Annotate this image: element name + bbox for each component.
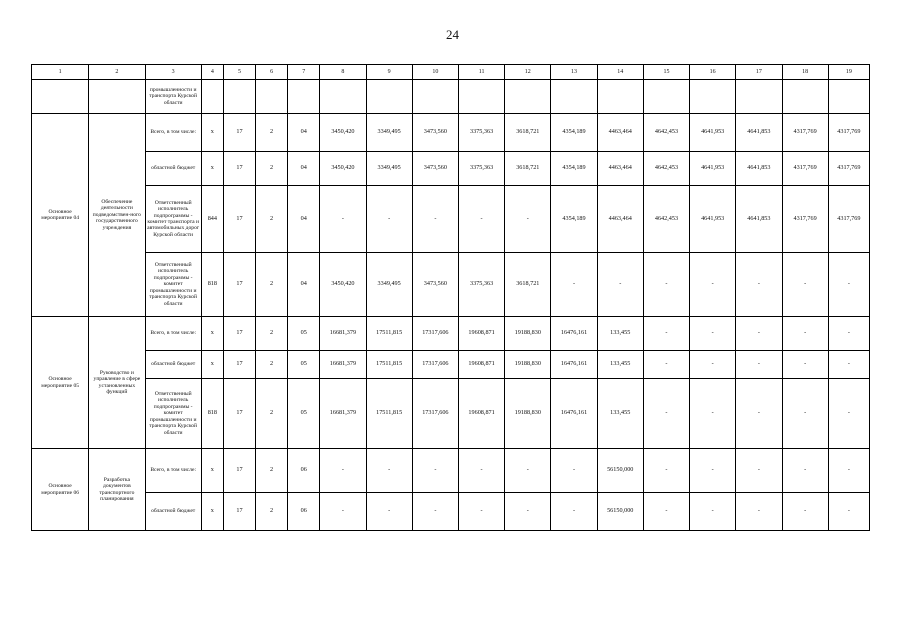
value-cell: 2 [256,253,288,317]
value-cell: - [690,317,736,351]
value-cell: 17 [223,114,255,152]
value-cell: 16476,161 [551,317,597,351]
table-row [32,253,870,317]
column-header: 12 [505,65,551,80]
value-cell: 2 [256,317,288,351]
value-cell: 133,455 [597,351,643,379]
row-label: областной бюджет [145,351,201,379]
table-row [32,317,870,351]
value-cell: 2 [256,152,288,186]
value-cell: 4463,464 [597,114,643,152]
column-header: 4 [201,65,223,80]
value-cell [256,80,288,114]
value-cell: - [736,351,782,379]
value-cell: 3375,363 [458,152,504,186]
value-cell: 4317,769 [782,114,828,152]
value-cell: 4317,769 [828,152,869,186]
value-cell: 19608,871 [458,317,504,351]
value-cell: 17 [223,253,255,317]
value-cell: - [551,449,597,493]
value-cell: 2 [256,351,288,379]
table-row [32,152,870,186]
column-header: 17 [736,65,782,80]
value-cell [551,80,597,114]
event-name-cell: Обеспечение деятельности подведомствен-ного государственного учреждения [89,114,145,317]
column-header: 18 [782,65,828,80]
value-cell: - [828,449,869,493]
value-cell: 56150,000 [597,493,643,531]
value-cell: 05 [288,351,320,379]
value-cell: - [643,379,689,449]
value-cell: - [366,186,412,253]
value-cell: - [736,449,782,493]
value-cell [458,80,504,114]
column-header: 8 [320,65,366,80]
value-cell: 56150,000 [597,449,643,493]
value-cell: 4642,453 [643,186,689,253]
column-header: 19 [828,65,869,80]
value-cell: - [643,317,689,351]
value-cell [782,80,828,114]
column-header: 10 [412,65,458,80]
value-cell: - [690,493,736,531]
event-name-cell: Разработка документов транспортного планирования [89,449,145,531]
value-cell: 4641,953 [690,186,736,253]
value-cell: 17 [223,493,255,531]
value-cell: - [782,449,828,493]
value-cell: 17 [223,317,255,351]
value-cell: - [505,449,551,493]
row-label: областной бюджет [145,152,201,186]
value-cell: 4317,769 [782,186,828,253]
value-cell: - [736,379,782,449]
value-cell: 2 [256,114,288,152]
value-cell: 2 [256,379,288,449]
value-cell: 4463,464 [597,152,643,186]
value-cell: х [201,152,223,186]
row-label: Ответственный исполнитель подпрограммы - комитет промышленности и транспорта Курской области [145,379,201,449]
value-cell: 17511,815 [366,351,412,379]
table-row [32,186,870,253]
value-cell: 3450,420 [320,253,366,317]
value-cell [223,80,255,114]
value-cell: - [458,186,504,253]
value-cell: - [782,379,828,449]
value-cell: 17 [223,186,255,253]
value-cell: 4642,453 [643,152,689,186]
value-cell [643,80,689,114]
event-name-cell: Руководство и управление в сфере установленных функций [89,317,145,449]
value-cell: 16681,379 [320,317,366,351]
value-cell: х [201,351,223,379]
value-cell: 3349,495 [366,114,412,152]
value-cell: 4317,769 [782,152,828,186]
value-cell: 3618,721 [505,114,551,152]
value-cell [828,80,869,114]
table-row [32,351,870,379]
value-cell: х [201,449,223,493]
column-header: 2 [89,65,145,80]
value-cell: - [320,186,366,253]
value-cell: 3473,560 [412,114,458,152]
value-cell: - [782,317,828,351]
value-cell: - [643,493,689,531]
value-cell: 3375,363 [458,114,504,152]
value-cell: 05 [288,379,320,449]
value-cell: - [458,449,504,493]
value-cell: - [597,253,643,317]
value-cell: - [366,493,412,531]
value-cell: 3618,721 [505,253,551,317]
row-label: Ответственный исполнитель подпрограммы - комитет промышленности и транспорта Курской области [145,253,201,317]
continuation-row [32,80,870,114]
column-header: 15 [643,65,689,80]
value-cell: - [320,449,366,493]
value-cell: 17 [223,449,255,493]
budget-table [31,64,870,531]
value-cell: - [690,379,736,449]
value-cell [366,80,412,114]
table-row [32,379,870,449]
value-cell: 3473,560 [412,152,458,186]
column-header: 1 [32,65,89,80]
value-cell: - [643,351,689,379]
column-header: 16 [690,65,736,80]
value-cell: 818 [201,379,223,449]
value-cell: х [201,493,223,531]
value-cell: 3473,560 [412,253,458,317]
value-cell: 19188,830 [505,379,551,449]
value-cell: 04 [288,152,320,186]
value-cell: - [366,449,412,493]
value-cell: 3375,363 [458,253,504,317]
value-cell [690,80,736,114]
value-cell [201,80,223,114]
value-cell: 4317,769 [828,186,869,253]
value-cell: 4641,953 [690,114,736,152]
value-cell: - [412,186,458,253]
value-cell: - [690,351,736,379]
table-row [32,493,870,531]
value-cell: - [412,493,458,531]
value-cell: 2 [256,449,288,493]
value-cell: - [690,449,736,493]
value-cell: 06 [288,449,320,493]
value-cell: - [643,253,689,317]
value-cell: 19608,871 [458,379,504,449]
value-cell: 17317,606 [412,317,458,351]
value-cell [320,80,366,114]
value-cell: х [201,317,223,351]
value-cell: 3349,495 [366,152,412,186]
value-cell: 818 [201,253,223,317]
value-cell: 16476,161 [551,351,597,379]
empty-cell [32,80,89,114]
value-cell: - [828,379,869,449]
value-cell [505,80,551,114]
value-cell: 3349,495 [366,253,412,317]
column-header: 3 [145,65,201,80]
value-cell: 133,455 [597,317,643,351]
column-header: 14 [597,65,643,80]
value-cell: 3618,721 [505,152,551,186]
row-label: Всего, в том числе: [145,317,201,351]
value-cell: 4463,464 [597,186,643,253]
table-row [32,114,870,152]
value-cell: 2 [256,493,288,531]
event-number-cell: Основное мероприятие 04 [32,114,89,317]
value-cell [736,80,782,114]
value-cell: 4641,853 [736,114,782,152]
value-cell: 4354,189 [551,114,597,152]
value-cell [412,80,458,114]
value-cell: 19188,830 [505,351,551,379]
value-cell: 16476,161 [551,379,597,449]
value-cell: - [828,253,869,317]
column-header: 6 [256,65,288,80]
value-cell: х [201,114,223,152]
value-cell: 3450,420 [320,114,366,152]
value-cell: - [551,253,597,317]
value-cell: 17511,815 [366,317,412,351]
column-header: 13 [551,65,597,80]
header-row [32,65,870,80]
value-cell: 133,455 [597,379,643,449]
value-cell: - [412,449,458,493]
value-cell: 17 [223,152,255,186]
value-cell: 3450,420 [320,152,366,186]
value-cell: 16681,379 [320,351,366,379]
column-header: 9 [366,65,412,80]
value-cell: 4317,769 [828,114,869,152]
page-number: 24 [446,27,459,42]
value-cell: 4354,189 [551,152,597,186]
value-cell: 05 [288,317,320,351]
event-number-cell: Основное мероприятие 06 [32,449,89,531]
column-header: 11 [458,65,504,80]
row-label: Всего, в том числе: [145,114,201,152]
value-cell: - [320,493,366,531]
value-cell [288,80,320,114]
value-cell: 19188,830 [505,317,551,351]
value-cell: 4641,853 [736,152,782,186]
value-cell: 04 [288,114,320,152]
value-cell: - [643,449,689,493]
value-cell: 17511,815 [366,379,412,449]
value-cell: - [782,253,828,317]
row-label: промышленности и транспорта Курской области [145,80,201,114]
table-row [32,449,870,493]
value-cell: 4354,189 [551,186,597,253]
column-header: 5 [223,65,255,80]
value-cell: 17 [223,351,255,379]
value-cell: 19608,871 [458,351,504,379]
value-cell: - [736,493,782,531]
empty-cell [89,80,145,114]
value-cell: - [828,493,869,531]
value-cell: - [690,253,736,317]
value-cell: - [458,493,504,531]
value-cell: 17317,606 [412,379,458,449]
value-cell: - [505,186,551,253]
value-cell: 844 [201,186,223,253]
row-label: Всего, в том числе: [145,449,201,493]
value-cell: - [505,493,551,531]
value-cell: 4641,953 [690,152,736,186]
row-label: Ответственный исполнитель подпрограммы - комитет транспорта и автомобильных дорог Курской области [145,186,201,253]
value-cell: 04 [288,186,320,253]
value-cell: - [782,351,828,379]
value-cell [597,80,643,114]
value-cell: 06 [288,493,320,531]
value-cell: 16681,379 [320,379,366,449]
value-cell: 2 [256,186,288,253]
value-cell: - [551,493,597,531]
value-cell: - [736,317,782,351]
value-cell: - [828,351,869,379]
row-label: областной бюджет [145,493,201,531]
value-cell: - [782,493,828,531]
value-cell: - [828,317,869,351]
value-cell: 4641,853 [736,186,782,253]
value-cell: 04 [288,253,320,317]
value-cell: 17 [223,379,255,449]
column-header: 7 [288,65,320,80]
value-cell: - [736,253,782,317]
value-cell: 4642,453 [643,114,689,152]
value-cell: 17317,606 [412,351,458,379]
event-number-cell: Основное мероприятие 05 [32,317,89,449]
